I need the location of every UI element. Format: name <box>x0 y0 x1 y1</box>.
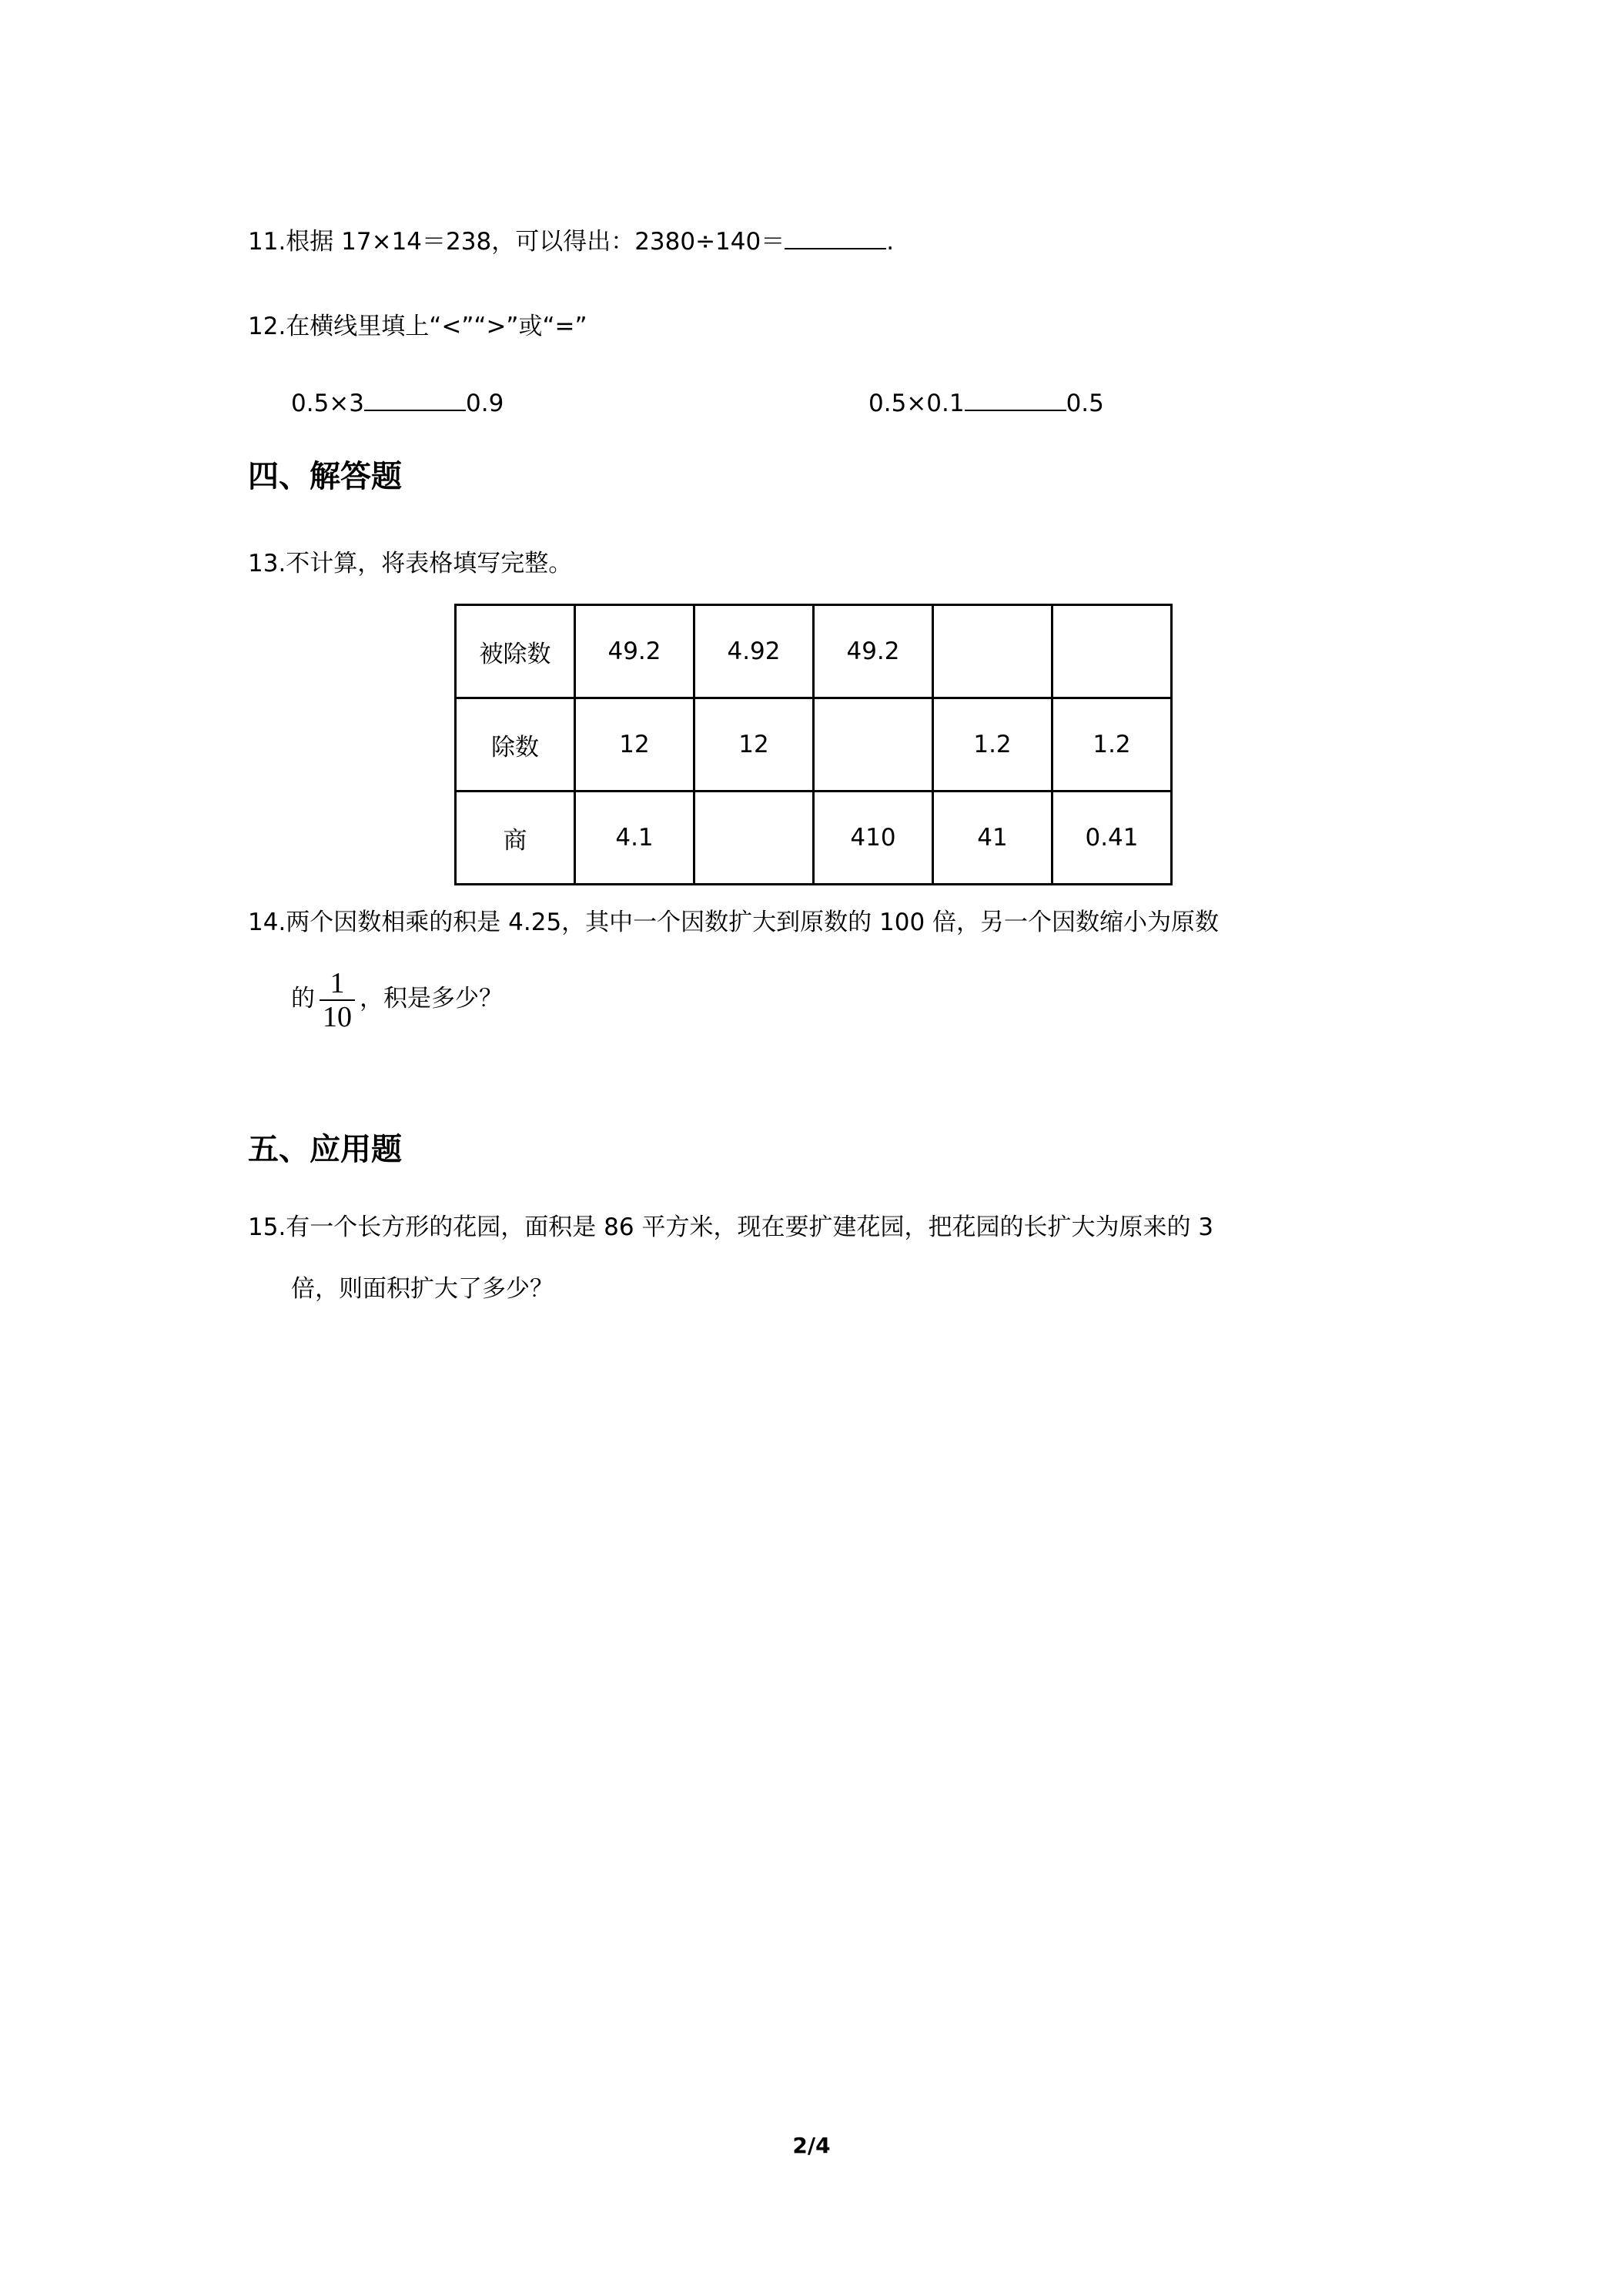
q14-line2-pre: 的 <box>291 985 315 1012</box>
table-row-quotient <box>456 792 1172 885</box>
table-cell: 12 <box>694 698 814 792</box>
q12-left-value: 0.9 <box>466 390 504 417</box>
table-cell: 0.41 <box>1052 792 1172 885</box>
q12-left-item <box>291 387 504 419</box>
q11-end: . <box>886 228 895 256</box>
q15-line2: 倍，则面积扩大了多少？ <box>291 1275 554 1303</box>
q12-right-expr: 0.5×0.1 <box>868 390 965 417</box>
table-cell: 被除数 <box>456 605 575 698</box>
table-cell <box>933 605 1052 698</box>
q15-line1: 15.有一个长方形的花园，面积是 86 平方米，现在要扩建花园，把花园的长扩大为原来的 3 <box>248 1213 1214 1241</box>
table-cell <box>1052 605 1172 698</box>
table-cell: 12 <box>575 698 694 792</box>
fraction-numerator: 1 <box>320 967 355 1001</box>
q11-line <box>248 225 894 257</box>
q13-table <box>454 604 1173 885</box>
fraction-one-tenth <box>320 967 355 1033</box>
q12-right-blank <box>965 387 1066 411</box>
q14-line1: 14.两个因数相乘的积是 4.25，其中一个因数扩大到原数的 100 倍，另一个因数缩小为原数 <box>248 909 1220 936</box>
q11-text: 11.根据 17×14＝238，可以得出：2380÷140＝ <box>248 228 785 256</box>
table-cell: 41 <box>933 792 1052 885</box>
q14-line2-post: ，积是多少？ <box>360 985 503 1012</box>
table-cell: 4.1 <box>575 792 694 885</box>
table-row-dividend <box>456 605 1172 698</box>
table-cell: 49.2 <box>575 605 694 698</box>
table-row-divisor <box>456 698 1172 792</box>
table-cell: 1.2 <box>1052 698 1172 792</box>
table-cell: 49.2 <box>814 605 933 698</box>
page-number: 2/4 <box>792 2133 831 2158</box>
table-cell: 1.2 <box>933 698 1052 792</box>
table-cell <box>814 698 933 792</box>
q12-right-item <box>868 387 1104 419</box>
table-cell: 商 <box>456 792 575 885</box>
table-cell: 4.92 <box>694 605 814 698</box>
q14-line2 <box>291 964 503 1033</box>
table-cell: 410 <box>814 792 933 885</box>
table-cell <box>694 792 814 885</box>
q12-prompt: 12.在横线里填上“<”“>”或“=” <box>248 313 587 340</box>
section5-heading: 五、应用题 <box>248 1132 402 1167</box>
section4-heading: 四、解答题 <box>248 459 402 494</box>
q12-left-expr: 0.5×3 <box>291 390 364 417</box>
q12-right-value: 0.5 <box>1066 390 1104 417</box>
q11-blank <box>785 225 886 249</box>
q12-left-blank <box>364 387 466 411</box>
fraction-denominator: 10 <box>323 1000 352 1033</box>
q13-prompt: 13.不计算，将表格填写完整。 <box>248 550 573 577</box>
table-cell: 除数 <box>456 698 575 792</box>
